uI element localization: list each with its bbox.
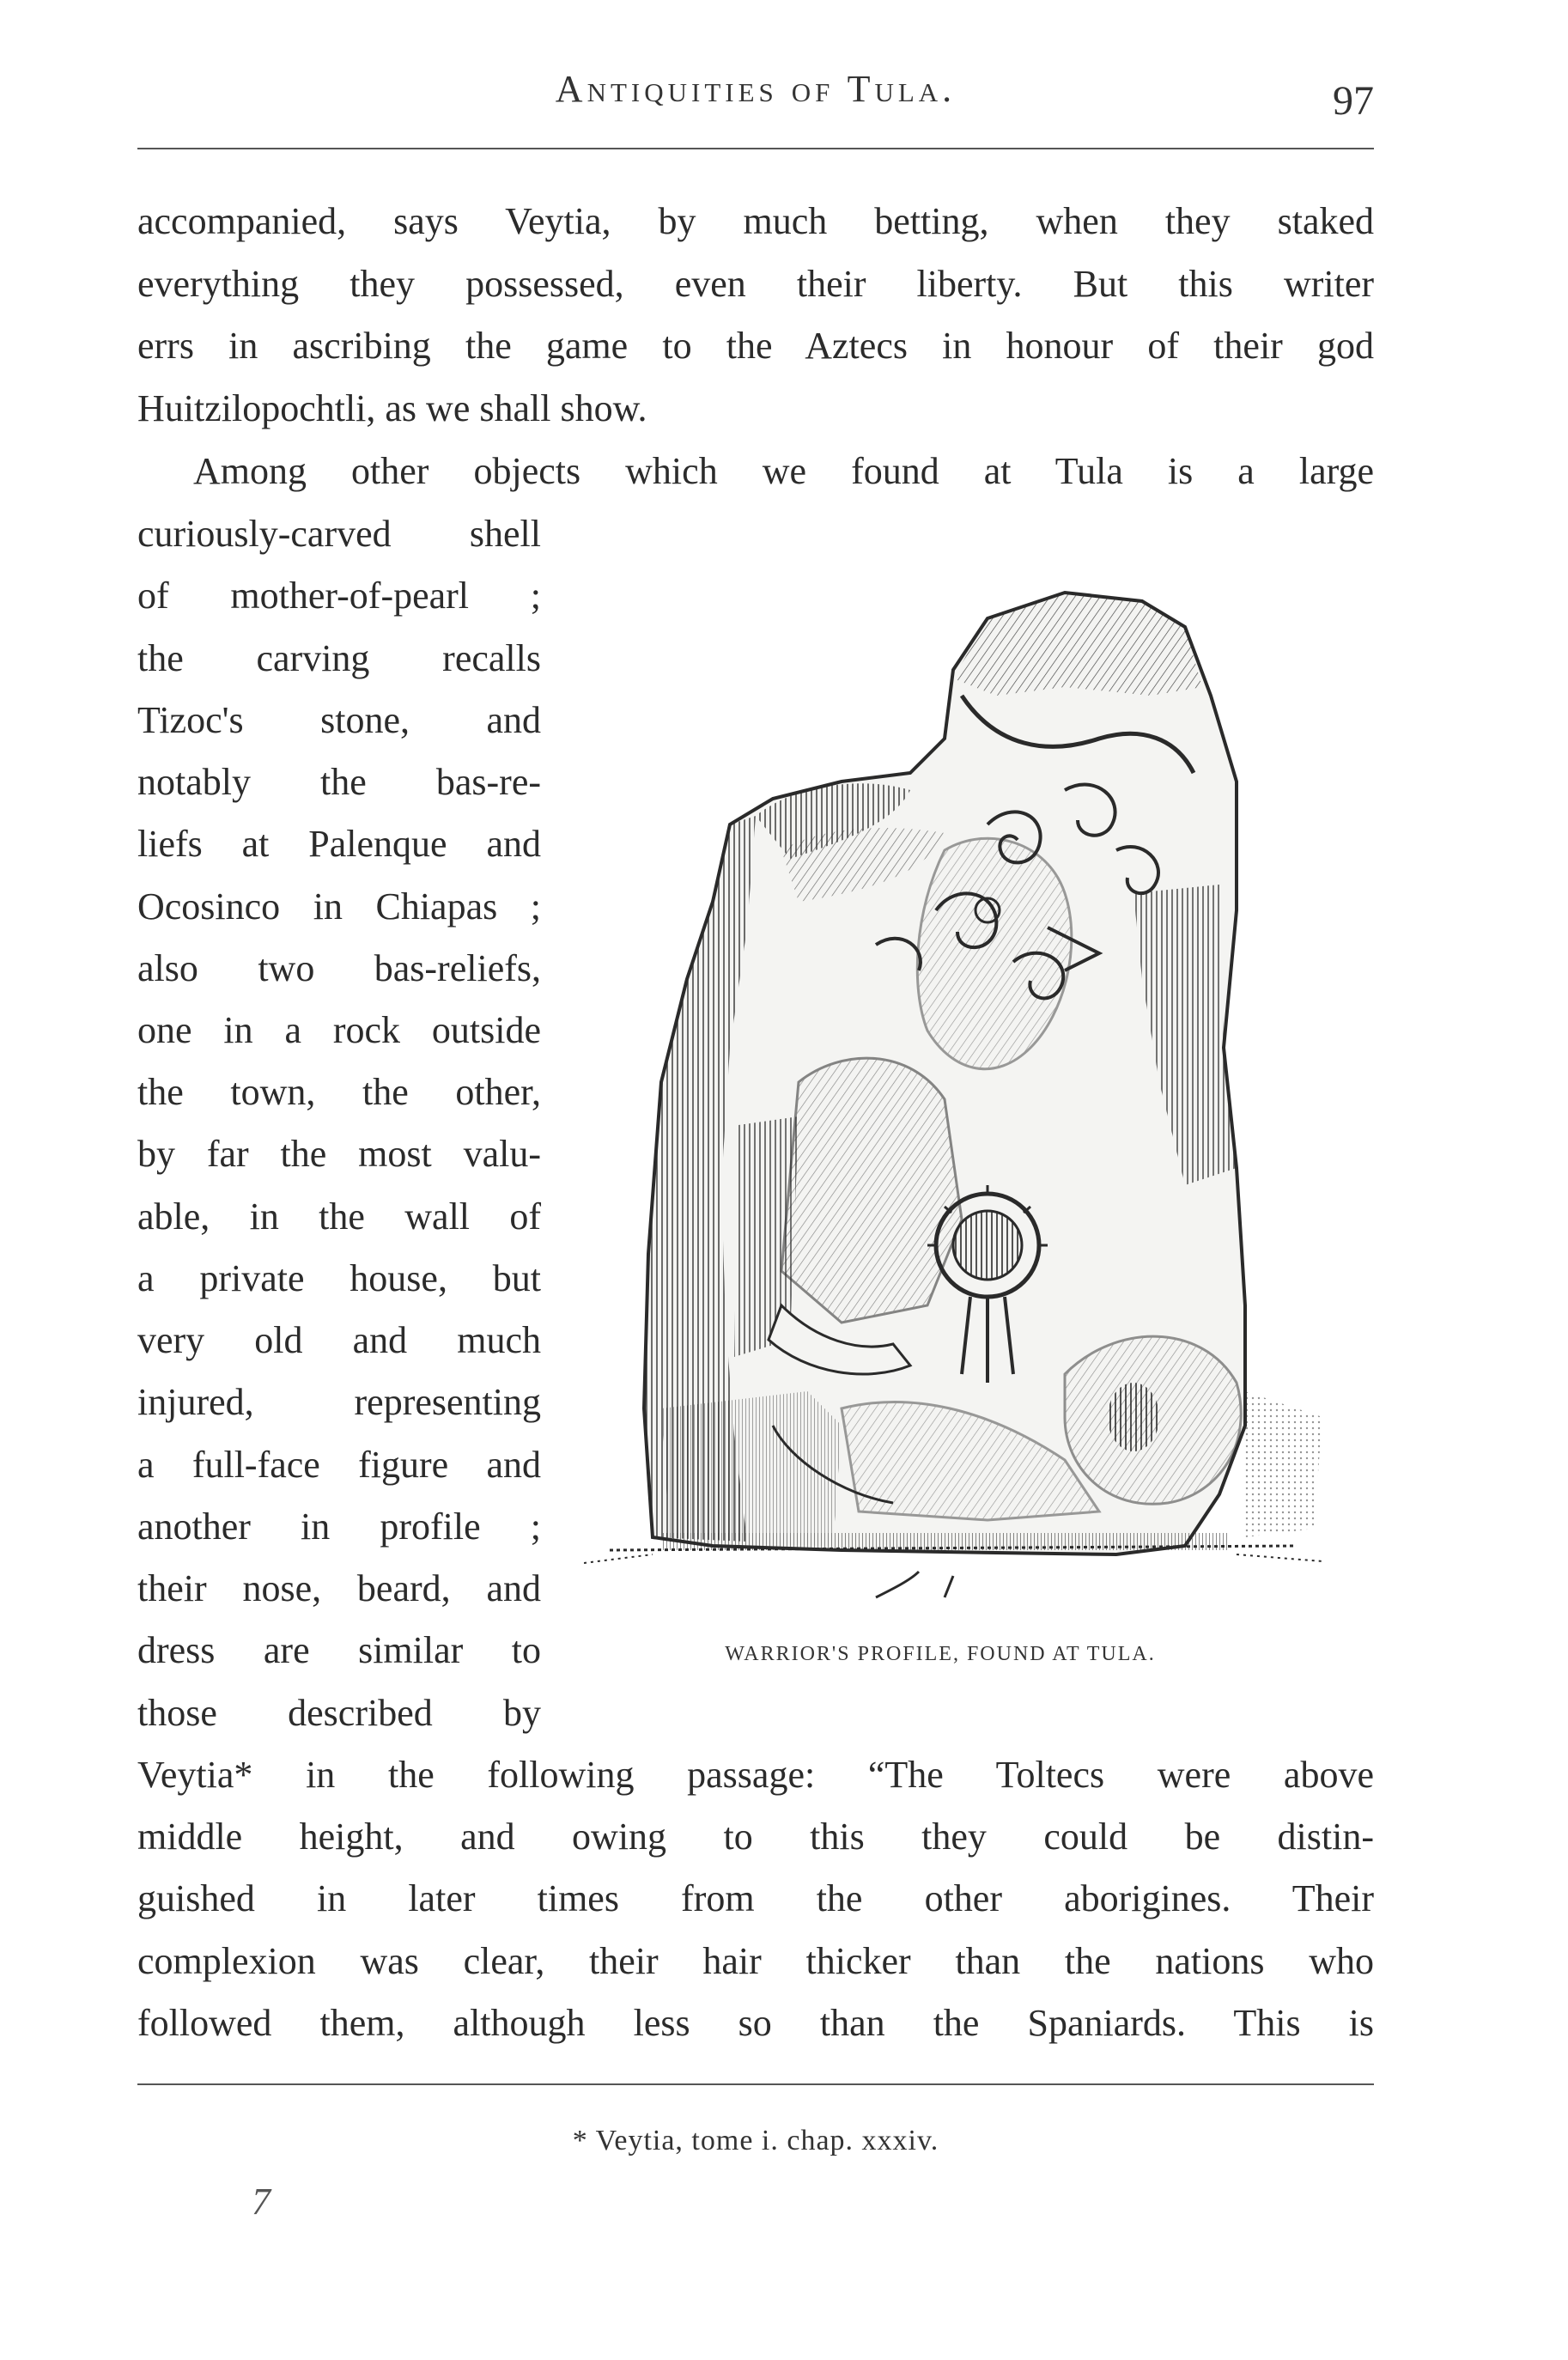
body-line: accompanied, says Veytia, by much betting, when they staked (137, 200, 1374, 242)
body-line: complexion was clear, their hair thicker than the nations who (137, 1940, 1374, 1982)
body-line-wrap: notably the bas-re- (137, 761, 541, 803)
header-rule (137, 148, 1374, 149)
body-line-wrap: able, in the wall of (137, 1195, 541, 1238)
footnote-rule (137, 2083, 1374, 2085)
body-line-wrap: the town, the other, (137, 1071, 541, 1113)
signature-mark: 7 (252, 2181, 270, 2223)
body-line-wrap: the carving recalls (137, 637, 541, 679)
body-line: followed them, although less so than the Spaniards. This is (137, 2002, 1374, 2044)
body-line-wrap: Ocosinco in Chiapas ; (137, 885, 541, 928)
body-line-wrap: their nose, beard, and (137, 1567, 541, 1609)
body-line-wrap: injured, representing (137, 1381, 541, 1423)
body-line-wrap: dress are similar to (137, 1629, 541, 1671)
body-line-wrap: a private house, but (137, 1257, 541, 1299)
body-line-wrap: of mother-of-pearl ; (137, 575, 541, 617)
body-line: middle height, and owing to this they could be distin- (137, 1816, 1374, 1858)
body-line-wrap: curiously-carved shell (137, 513, 541, 555)
footnote: * Veytia, tome i. chap. xxxiv. (572, 2125, 939, 2156)
body-line-wrap: Tizoc's stone, and (137, 699, 541, 741)
body-line-wrap: also two bas-reliefs, (137, 947, 541, 989)
body-line-wrap: very old and much (137, 1319, 541, 1361)
body-line-wrap: liefs at Palenque and (137, 823, 541, 865)
running-title: Antiquities of Tula. (555, 68, 957, 110)
body-line-wrap: by far the most valu- (137, 1133, 541, 1175)
body-line: Among other objects which we found at Tula is a large (193, 450, 1374, 492)
warrior-relief-engraving (584, 567, 1331, 1623)
body-line-wrap: another in profile ; (137, 1505, 541, 1548)
body-line: Veytia* in the following passage: “The Toltecs were above (137, 1754, 1374, 1796)
figure-caption: WARRIOR'S PROFILE, FOUND AT TULA. (725, 1643, 1156, 1665)
body-line-wrap: one in a rock outside (137, 1009, 541, 1051)
body-line: errs in ascribing the game to the Aztecs in honour of their god (137, 325, 1374, 367)
page-number: 97 (1333, 78, 1374, 124)
body-line: guished in later times from the other aborigines. Their (137, 1877, 1374, 1919)
body-line-wrap: those described by (137, 1692, 541, 1734)
body-line: Huitzilopochtli, as we shall show. (137, 387, 647, 429)
body-line-wrap: a full-face figure and (137, 1444, 541, 1486)
body-line: everything they possessed, even their liberty. But this writer (137, 263, 1374, 305)
running-head (137, 67, 1374, 136)
